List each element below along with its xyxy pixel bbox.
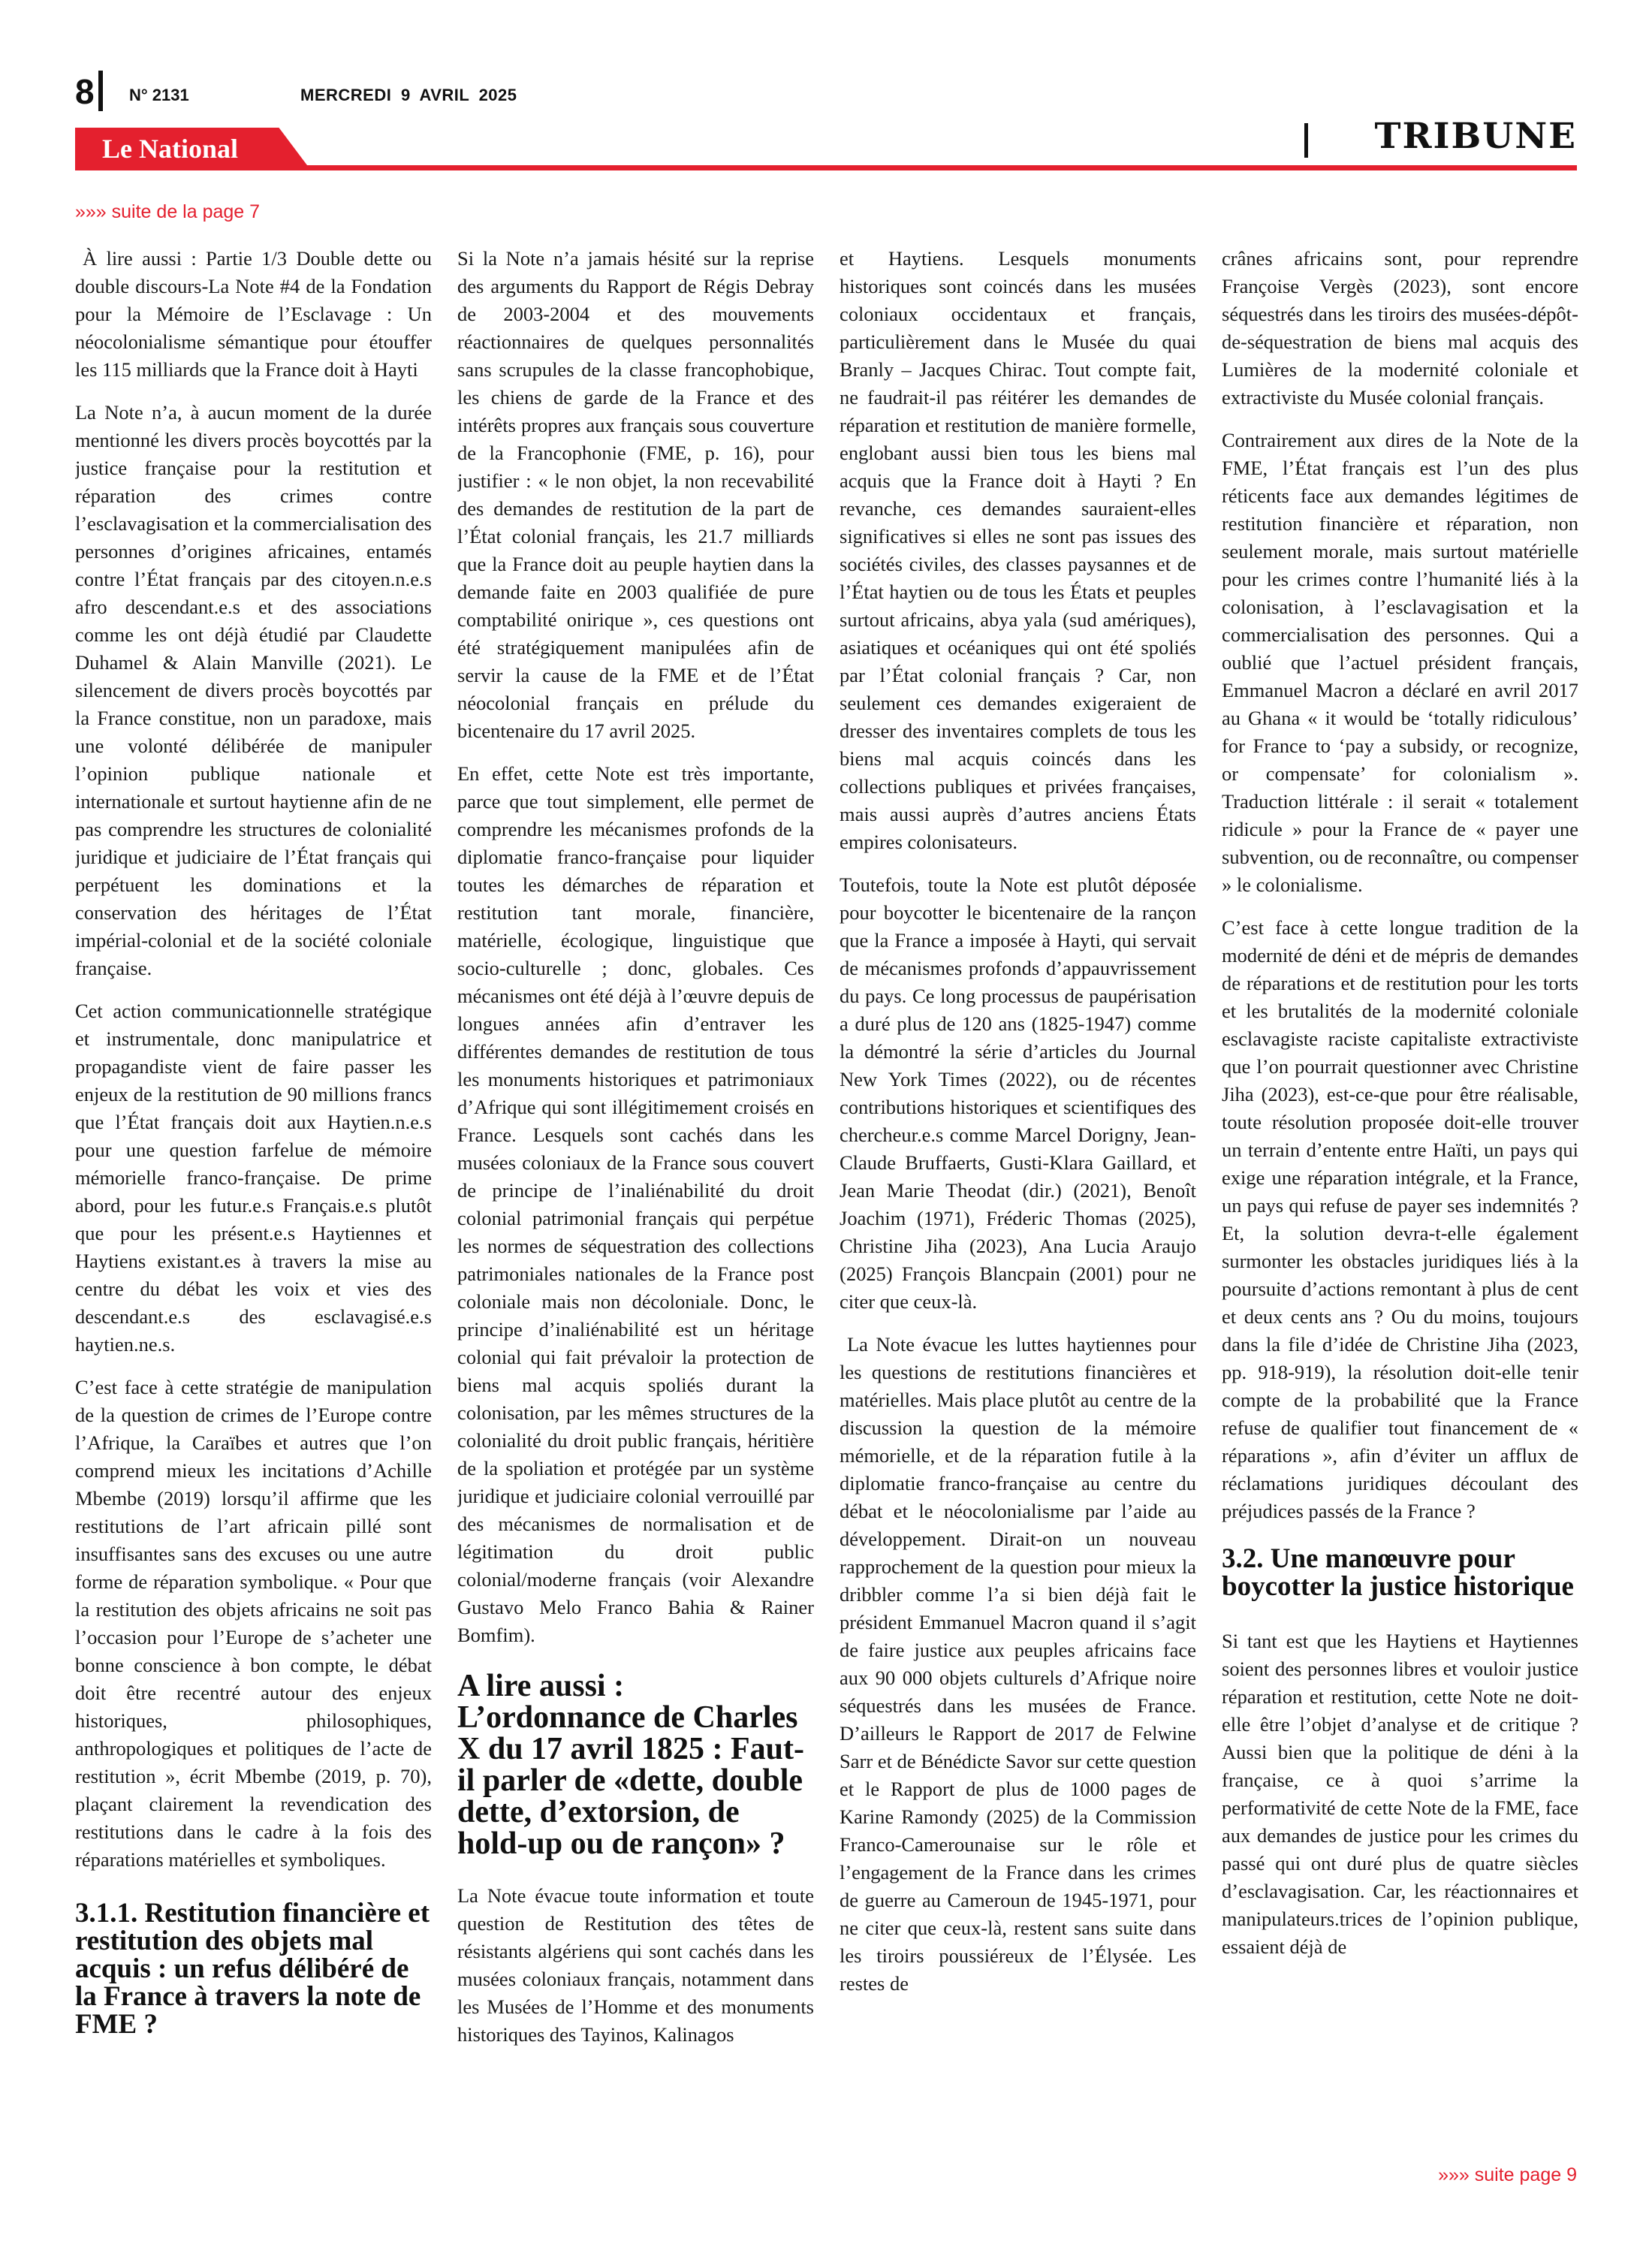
paragraph: C’est face à cette stratégie de manipulation de la question de crimes de l’Europe contre l’Afrique, la Caraïbes et autres que l’on comprend mieux les incitations d’Achille Mbembe (2019) lorsqu’il affirme que les restitutions de l’art africain pillé sont insuffisantes sans des excuses ou une autre forme de réparation symbolique. « Pour que la restitution des objets africains ne soit pas l’occasion pour l’Europe de s’acheter une bonne conscience à bon compte, le débat doit être recentré autour des enjeux historiques, philosophiques, anthropologiques et politiques de l’acte de restitution », écrit Mbembe (2019, p. 70), plaçant clairement la revendication des restitutions dans le cadre à la fois des réparations matérielles et symboliques. [75,1376,432,1871]
page-number: 8 [75,72,95,111]
column-3 [840,245,1196,2145]
paragraph: À lire aussi : Partie 1/3 Double dette ou double discours-La Note #4 de la Fondation pour la Mémoire de l’Esclavage : Un néocolonialisme sémantique pour étouffer les 115 milliards que la France doit à Hayti [75,247,432,381]
continued-to-link[interactable]: »»» suite page 9 [1438,2164,1577,2185]
paragraph: La Note évacue les luttes haytiennes pour les questions de restitutions financières et matérielles. Mais place plutôt au centre de la discussion la question de la mémoire mémorielle, et de la réparation futile à la diplomatie franco-française au centre du débat et le néocolonialisme par l’aide au développement. Dirait-on un nouveau rapprochement de la question pour mieux la dribbler comme l’a si bien déjà fait le président Emmanuel Macron quand il s’agit de faire justice aux peuples africains face aux 90 000 objets culturels d’Afrique noire séquestrés dans les musées de France. D’ailleurs le Rapport de 2017 de Felwine Sarr et de Bénédicte Savor sur cette question et le Rapport de plus de 1000 pages de Karine Ramondy (2025) de la Commission Franco-Camerounaise sur le rôle et l’engagement de la France dans les crimes de guerre au Cameroun de 1945-1971, pour ne citer que ceux-là, restent sans suite dans les tiroirs poussiéreux de l’Élysée. Les restes de [840,1333,1196,1995]
paragraph: Cet action communicationnelle stratégique et instrumentale, donc manipulatrice et propagandiste vient de faire passer les enjeux de la restitution de 90 millions francs que l’État français doit aux Haytien.n.e.s pour une question farfelue de mémoire mémorielle franco-française. De prime abord, pour les futur.e.s Français.e.s plutôt que pour les présent.e.s Haytiennes et Haytiens existant.es à travers la mise au centre du débat les voix et vies des descendant.e.s des esclavagisé.e.s haytien.ne.s. [75,1000,432,1356]
column-2 [457,245,814,2145]
header-divider [98,71,103,111]
subheading: 3.1.1. Restitution financière et restitution des objets mal acquis : un refus délibéré de la France à travers la note de FME ? [75,1898,430,2040]
paragraph: et Haytiens. Lesquels monuments historiques sont coincés dans les musées coloniaux occidentaux et français, particulièrement dans le Musée du quai Branly – Jacques Chirac. Tout compte fait, ne faudrait-il pas réitérer les demandes de réparation et restitution de manière formelle, englobant aussi bien tous les biens mal acquis que la France doit à Hayti ? En revanche, ces demandes sauraient-elles significatives si elles ne sont pas issues des sociétés civiles, des classes paysannes et de l’État haytien ou de tous les États et peuples surtout africains, abya yala (sud amériques), asiatiques et océaniques qui ont été spoliés par l’État colonial français ? Car, non seulement ces demandes exigeraient de dresser des inventaires complets de tous les biens mal acquis coincés dans les collections publiques et privées françaises, mais aussi auprès d’autres anciens États empires colonisateurs. [840,247,1196,853]
subheading: 3.2. Une manœuvre pour boycotter la justice historique [1222,1543,1574,1602]
issue-number: N° 2131 [129,86,189,104]
paragraph: Contrairement aux dires de la Note de la FME, l’État français est l’un des plus réticents face aux demandes légitimes de restitution financière et réparation, non seulement morale, mais surtout matérielle pour les crimes contre l’humanité liés à la colonisation, à l’esclavagisation et la commercialisation des personnes. Qui a oublié que l’actuel président français, Emmanuel Macron a déclaré en avril 2017 au Ghana « it would be ‘totally ridiculous’ for France to ‘pay a subsidy, or recognize, or compensate’ for colonialism ». Traduction littérale : il serait « totalement ridicule » pour la France de « payer une subvention, ou de reconnaître, ou compenser » le colonialisme. [1222,429,1578,896]
newspaper-logo: Le National [102,134,239,164]
related-article-heading[interactable]: A lire aussi : L’ordonnance de Charles X du 17 avril 1825 : Faut-il parler de «dette, double dette, d’extorsion, de hold-up ou de rançon» ? [457,1669,804,1861]
paragraph: La Note évacue toute information et toute question de Restitution des têtes de résistants algériens qui sont cachés dans les musées coloniaux français, notamment dans les Musées de l’Homme et des monuments historiques des Tayinos, Kalinagos [457,1884,814,2046]
header-rule [75,165,1577,170]
section-title: TRIBUNE [1374,116,1577,157]
paragraph: Si tant est que les Haytiens et Haytiennes soient des personnes libres et vouloir justice réparation et restitution, cette Note ne doit-elle être l’objet d’analyse et de critique ? Aussi bien que la politique de déni à la française, ce à quoi s’arrime la performativité de cette Note de la FME, face aux demandes de justice pour les crimes du passé qui ont duré plus de quatre siècles d’esclavagisation. Car, les réactionnaires et manipulateurs.trices de l’opinion publique, essaient déjà de [1222,1630,1578,1958]
issue-date: MERCREDI 9 AVRIL 2025 [300,86,517,104]
section-divider [1304,123,1308,158]
paragraph: En effet, cette Note est très importante, parce que tout simplement, elle permet de comprendre les mécanismes profonds de la diplomatie franco-française pour liquider toutes les démarches de réparation et restitution tant morale, financière, matérielle, écologique, linguistique que socio-culturelle ; donc, globales. Ces mécanismes ont été déjà à l’œuvre depuis de longues années afin d’entraver les différentes demandes de restitution de tous les monuments historiques et patrimoniaux d’Afrique qui sont illégitimement croisés en France. Lesquels sont cachés dans les musées coloniaux de la France sous couvert de principe de l’inaliénabilité du droit colonial patrimonial français qui perpétue les normes de séquestration des collections patrimoniales nationales de la France post coloniale mais non décoloniale. Donc, le principe d’inaliénabilité est un héritage colonial qui fait prévaloir la protection de biens mal acquis spoliés durant la colonisation, par les mêmes structures de la colonialité du droit public français, héritière de la spoliation et protégée par un système juridique et judiciaire colonial verrouillé par des mécanismes de normalisation et de légitimation du droit public colonial/moderne français (voir Alexandre Gustavo Melo Franco Bahia & Rainer Bomfim). [457,762,814,1646]
article-body [75,245,1577,2145]
column-1 [75,245,432,2145]
paragraph: Si la Note n’a jamais hésité sur la reprise des arguments du Rapport de Régis Debray de 2003-2004 et des mouvements réactionnaires de quelques personnalités sans scrupules de la classe francophobique, les chiens de garde de la France et des intérêts propres aux français sous couverture de la Francophonie (FME, p. 16), pour justifier : « le non objet, la non recevabilité des demandes de restitution de la part de l’État colonial français, les 21.7 milliards que la France doit au peuple haytien dans la demande faite en 2003 qualifiée de pure comptabilité onirique », ces questions ont été stratégiquement manipulées afin de servir la cause de la FME et de l’État néocolonial français en prélude du bicentenaire du 17 avril 2025. [457,247,814,742]
paragraph: Toutefois, toute la Note est plutôt déposée pour boycotter le bicentenaire de la rançon que la France a imposée à Hayti, qui servait de mécanismes profonds d’appauvrissement du pays. Ce long processus de paupérisation a duré plus de 120 ans (1825-1947) comme la démontré la série d’articles du Journal New York Times (2022), ou de récentes contributions historiques et scientifiques des chercheur.e.s comme Marcel Dorigny, Jean-Claude Bruffaerts, Gusti-Klara Gaillard, et Jean Marie Theodat (dir.) (2021), Benoît Joachim (1971), Fréderic Thomas (2025), Christine Jiha (2023), Ana Lucia Araujo (2025) François Blancpain (2001) pour ne citer que ceux-là. [840,873,1196,1313]
column-4 [1222,245,1578,2145]
continued-from-link[interactable]: »»» suite de la page 7 [75,201,261,222]
paragraph: C’est face à cette longue tradition de la modernité de déni et de mépris de demandes de réparations et de restitution pour les torts et les brutalités de la modernité coloniale esclavagiste raciste capitaliste extractiviste que l’on pourrait questionner avec Christine Jiha (2023), est-ce-que pour être réalisable, toute résolution proposée doit-elle trouver un terrain d’entente entre Haïti, un pays qui exige une réparation intégrale, et la France, un pays qui refuse de payer ses indemnités ? Et, la solution devra-t-elle également surmonter les obstacles juridiques liés à la poursuite d’actions remontant à plus de cent et deux cents ans ? Ou du moins, toujours dans la file d’idée de Christine Jiha (2023, pp. 918-919), la résolution doit-elle tenir compte de la probabilité que la France refuse de qualifier tout financement de « réparations », afin d’éviter un afflux de réclamations juridiques découlant des préjudices passés de la France ? [1222,916,1578,1522]
paragraph: crânes africains sont, pour reprendre Françoise Vergès (2023), sont encore séquestrés dans les tiroirs des musées-dépôt-de-séquestration de biens mal acquis des Lumières de la modernité coloniale et extractiviste du Musée colonial français. [1222,247,1578,409]
paragraph: La Note n’a, à aucun moment de la durée mentionné les divers procès boycottés par la justice française pour la restitution et réparation des crimes contre l’esclavagisation et la commercialisation des personnes d’origines africaines, entamés contre l’État français par des citoyen.n.e.s afro descendant.e.s et des associations comme les ont déjà étudié par Claudette Duhamel & Alain Manville (2021). Le silencement de divers procès boycottés par la France constitue, non un paradoxe, mais une volonté délibérée de manipuler l’opinion publique nationale et internationale et surtout haytienne afin de ne pas comprendre les structures de colonialité juridique et judiciaire de l’État français qui perpétuent les dominations et la conservation des héritages de l’État impérial-colonial et de la société coloniale française. [75,401,432,979]
